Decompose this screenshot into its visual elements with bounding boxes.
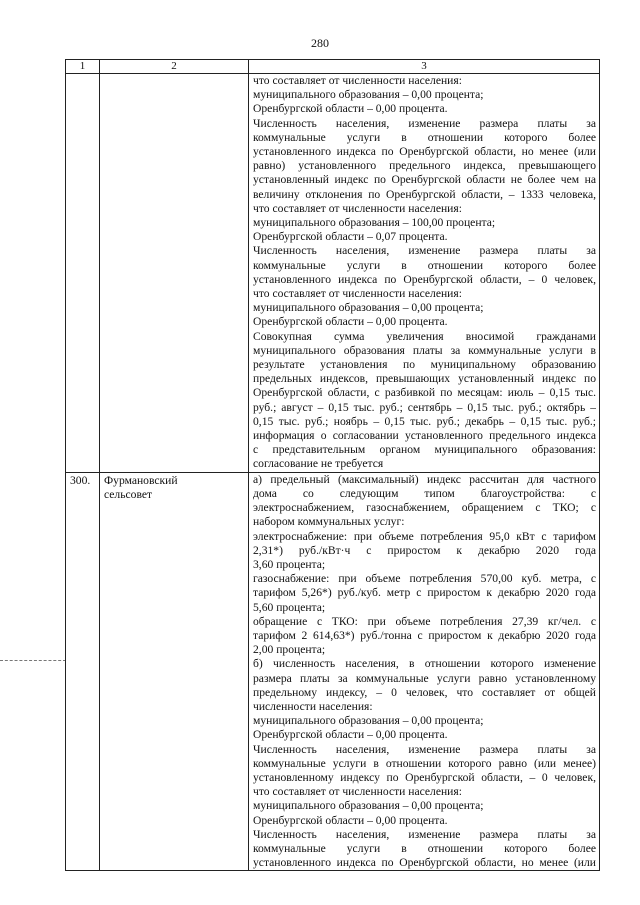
text-line: а) предельный (максимальный) индекс рассчитан для частного [253, 472, 596, 486]
text-line: руб.; август – 0,15 тыс. руб.; сентябрь – 0,15 тыс. руб.; октябрь – [253, 400, 596, 414]
text-line: равно) установленного предельного индекса, превышающего [253, 159, 596, 173]
text-line: Численность населения, изменение размера платы за [253, 827, 596, 841]
text-line: тарифом 2 614,63*) руб./тонна с приростом к декабрю 2020 года [253, 628, 596, 642]
text-line: коммунальные услуги в отношении которого равно (или менее) [253, 756, 596, 770]
text-line: обращение с ТКО: при объеме потребления 27,39 кг/чел. с [253, 614, 596, 628]
municipality-name [100, 472, 249, 871]
text-line: муниципального образования – 0,00 процента; [253, 88, 484, 102]
text-line: коммунальные услуги в отношении которого более [253, 258, 596, 272]
text-line: Численность населения, изменение размера платы за [253, 742, 596, 756]
text-line: Оренбургской области – 0,00 процента. [253, 315, 448, 329]
text-line: установленному индексу по Оренбургской области, – 0 человек, [253, 770, 596, 784]
text-line: предельному индексу, – 0 человек, что составляет от общей [253, 685, 596, 699]
text-line: муниципального образования платы за коммунальные услуги в [253, 343, 596, 357]
text-line: численности населения: [253, 699, 373, 713]
text-line: электроснабжением, газоснабжением, обращением с ТКО; с [253, 501, 596, 515]
table-header-row [66, 60, 600, 74]
text-line: с представительным органом муниципального образования: [253, 443, 596, 457]
text-line: установленного индекса по Оренбургской области, но менее (или [253, 856, 596, 870]
text-line: установленный индекс по Оренбургской области не более чем на [253, 173, 596, 187]
text-line: б) численность населения, в отношении которого изменение [253, 657, 596, 671]
text-line: что составляет от численности населения: [253, 287, 462, 301]
text-line: муниципального образования – 0,00 процента; [253, 799, 484, 813]
cell-description-1 [249, 74, 600, 473]
text-line: дома со следующим типом благоустройства: с [253, 486, 596, 500]
text-line: 0,15 тыс. руб.; ноябрь – 0,15 тыс. руб.; декабрь – 0,15 тыс. руб.; [253, 414, 596, 428]
municipality-name-line: сельсовет [104, 487, 153, 501]
data-table [65, 59, 600, 871]
text-line: газоснабжение: при объеме потребления 570,00 куб. метра, с [253, 572, 596, 586]
text-line: набором коммунальных услуг: [253, 515, 405, 529]
text-line: муниципального образования – 0,00 процента; [253, 301, 484, 315]
text-line: информация о согласовании установленного предельного индекса [253, 429, 596, 443]
municipality-name-line: Фурмановский [104, 473, 178, 487]
text-line: установленного индекса по Оренбургской области, – 0 человек, [253, 272, 596, 286]
text-line: результате установления по муниципальному образованию [253, 358, 596, 372]
text-line: коммунальные услуги в отношении которого более [253, 130, 596, 144]
text-line: что составляет от численности населения: [253, 785, 462, 799]
scan-artifact-line [0, 660, 66, 661]
text-line: 3,60 процента; [253, 557, 326, 571]
column-header-2: 2 [100, 60, 249, 74]
text-line: 2,31*) руб./кВт·ч с приростом к декабрю 2020 года [253, 543, 596, 557]
text-line: согласование не требуется [253, 457, 384, 471]
text-line: Оренбургской области – 0,07 процента. [253, 230, 448, 244]
text-line: муниципального образования – 100,00 процента; [253, 216, 496, 230]
column-header-3: 3 [249, 60, 600, 74]
text-line: Совокупная сумма увеличения вносимой гражданами [253, 329, 596, 343]
text-line: Численность населения, изменение размера платы за [253, 116, 596, 130]
text-line: предельных индексов, превышающих установленный индекс по [253, 372, 596, 386]
text-line: Численность населения, изменение размера платы за [253, 244, 596, 258]
text-line: коммунальные услуги в отношении которого более [253, 841, 596, 855]
text-line: Оренбургской области – 0,00 процента. [253, 813, 448, 827]
text-line: тарифом 5,26*) руб./куб. метр с приростом к декабрю 2020 года [253, 586, 596, 600]
page-number: 280 [311, 36, 329, 50]
text-line: Оренбургской области – 0,00 процента. [253, 102, 448, 116]
text-line: 2,00 процента; [253, 643, 326, 657]
text-line: 5,60 процента; [253, 600, 326, 614]
cell-number-empty [66, 74, 100, 473]
text-line: Оренбургской области – 0,00 процента. [253, 728, 448, 742]
text-line: электроснабжение: при объеме потребления 95,0 кВт с тарифом [253, 529, 596, 543]
text-line: что составляет от численности населения: [253, 74, 462, 87]
column-header-1: 1 [66, 60, 100, 74]
table-row-continuation [66, 74, 600, 473]
row-number: 300. [66, 472, 100, 871]
text-line: что составляет от численности населения: [253, 201, 462, 215]
text-line: установленного индекса по Оренбургской области, но менее (или [253, 145, 596, 159]
text-line: величину отклонения по Оренбургской области, – 1333 человека, [253, 187, 596, 201]
text-line: размера платы за коммунальные услуги равно установленному [253, 671, 596, 685]
table-row [66, 472, 600, 871]
text-line: Оренбургской области, с разбивкой по месяцам: июль – 0,15 тыс. [253, 386, 596, 400]
cell-name-empty [100, 74, 249, 473]
cell-description-2 [249, 472, 600, 871]
text-line: муниципального образования – 0,00 процента; [253, 714, 484, 728]
